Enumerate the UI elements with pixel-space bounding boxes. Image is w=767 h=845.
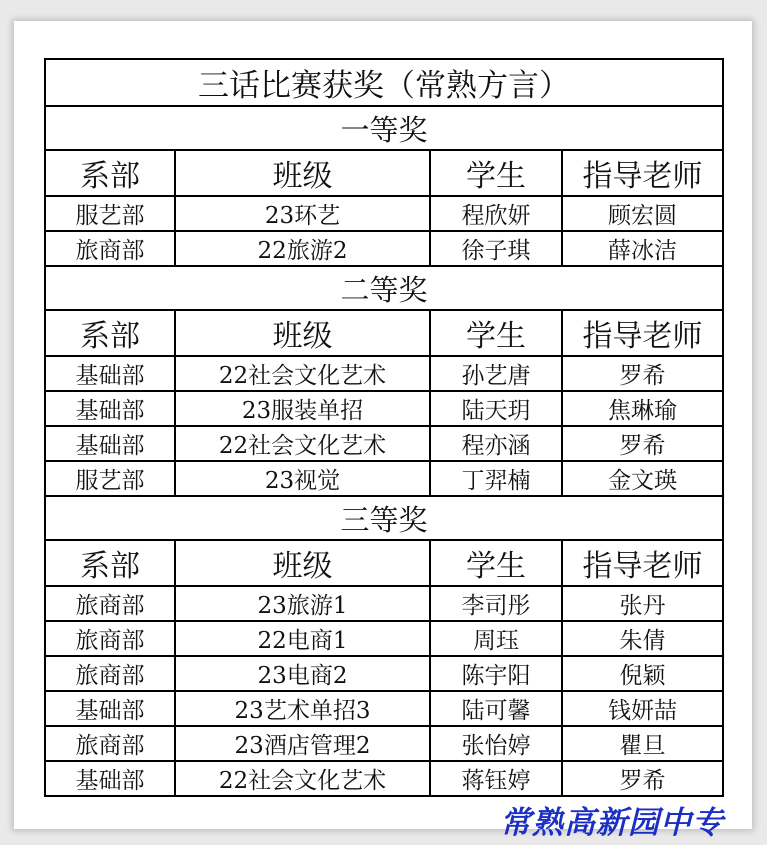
cell-department: 基础部	[45, 356, 175, 391]
cell-advisor: 钱妍喆	[562, 691, 723, 726]
cell-student: 徐子琪	[430, 231, 562, 266]
cell-department: 服艺部	[45, 461, 175, 496]
prize-heading: 二等奖	[45, 266, 723, 310]
cell-class: 23视觉	[175, 461, 430, 496]
cell-class: 23旅游1	[175, 586, 430, 621]
prize-row	[45, 106, 723, 150]
cell-class: 22旅游2	[175, 231, 430, 266]
cell-department: 旅商部	[45, 656, 175, 691]
table-row	[45, 391, 723, 426]
cell-class: 22社会文化艺术	[175, 426, 430, 461]
table-title-row	[45, 59, 723, 106]
cell-department: 旅商部	[45, 726, 175, 761]
school-watermark: 常熟高新园中专	[500, 805, 724, 841]
cell-advisor: 张丹	[562, 586, 723, 621]
table-row	[45, 761, 723, 796]
prize-heading: 三等奖	[45, 496, 723, 540]
cell-student: 孙艺唐	[430, 356, 562, 391]
column-header-class: 班级	[175, 540, 430, 586]
cell-student: 丁羿楠	[430, 461, 562, 496]
column-header-advisor: 指导老师	[562, 310, 723, 356]
cell-student: 程亦涵	[430, 426, 562, 461]
cell-advisor: 罗希	[562, 356, 723, 391]
cell-department: 基础部	[45, 391, 175, 426]
cell-class: 22电商1	[175, 621, 430, 656]
cell-advisor: 倪颖	[562, 656, 723, 691]
cell-class: 22社会文化艺术	[175, 356, 430, 391]
cell-department: 基础部	[45, 691, 175, 726]
column-header-department: 系部	[45, 150, 175, 196]
cell-advisor: 朱倩	[562, 621, 723, 656]
column-header-department: 系部	[45, 540, 175, 586]
column-header-row	[45, 150, 723, 196]
cell-class: 23电商2	[175, 656, 430, 691]
cell-student: 陆天玥	[430, 391, 562, 426]
column-header-advisor: 指导老师	[562, 150, 723, 196]
cell-class: 23环艺	[175, 196, 430, 231]
cell-class: 22社会文化艺术	[175, 761, 430, 796]
cell-advisor: 金文瑛	[562, 461, 723, 496]
table-row	[45, 691, 723, 726]
column-header-student: 学生	[430, 150, 562, 196]
cell-department: 旅商部	[45, 621, 175, 656]
column-header-class: 班级	[175, 310, 430, 356]
prize-row	[45, 496, 723, 540]
column-header-class: 班级	[175, 150, 430, 196]
table-row	[45, 656, 723, 691]
column-header-row	[45, 540, 723, 586]
column-header-row	[45, 310, 723, 356]
cell-student: 蒋钰婷	[430, 761, 562, 796]
prize-heading: 一等奖	[45, 106, 723, 150]
column-header-student: 学生	[430, 310, 562, 356]
table-title: 三话比赛获奖（常熟方言）	[45, 59, 723, 106]
cell-advisor: 瞿旦	[562, 726, 723, 761]
cell-advisor: 焦琳瑜	[562, 391, 723, 426]
cell-department: 旅商部	[45, 586, 175, 621]
cell-department: 服艺部	[45, 196, 175, 231]
cell-advisor: 罗希	[562, 426, 723, 461]
cell-department: 旅商部	[45, 231, 175, 266]
cell-department: 基础部	[45, 426, 175, 461]
column-header-department: 系部	[45, 310, 175, 356]
cell-student: 陆可馨	[430, 691, 562, 726]
table-row	[45, 426, 723, 461]
cell-student: 周珏	[430, 621, 562, 656]
cell-advisor: 顾宏圆	[562, 196, 723, 231]
table-row	[45, 726, 723, 761]
column-header-student: 学生	[430, 540, 562, 586]
cell-class: 23服装单招	[175, 391, 430, 426]
prize-row	[45, 266, 723, 310]
cell-student: 陈宇阳	[430, 656, 562, 691]
award-table	[44, 58, 724, 797]
column-header-advisor: 指导老师	[562, 540, 723, 586]
cell-class: 23艺术单招3	[175, 691, 430, 726]
table-row	[45, 231, 723, 266]
cell-student: 李司彤	[430, 586, 562, 621]
table-row	[45, 586, 723, 621]
cell-advisor: 薛冰洁	[562, 231, 723, 266]
table-row	[45, 196, 723, 231]
cell-student: 程欣妍	[430, 196, 562, 231]
table-row	[45, 461, 723, 496]
cell-student: 张怡婷	[430, 726, 562, 761]
cell-department: 基础部	[45, 761, 175, 796]
cell-advisor: 罗希	[562, 761, 723, 796]
cell-class: 23酒店管理2	[175, 726, 430, 761]
award-table-body	[45, 59, 723, 796]
table-row	[45, 621, 723, 656]
table-row	[45, 356, 723, 391]
